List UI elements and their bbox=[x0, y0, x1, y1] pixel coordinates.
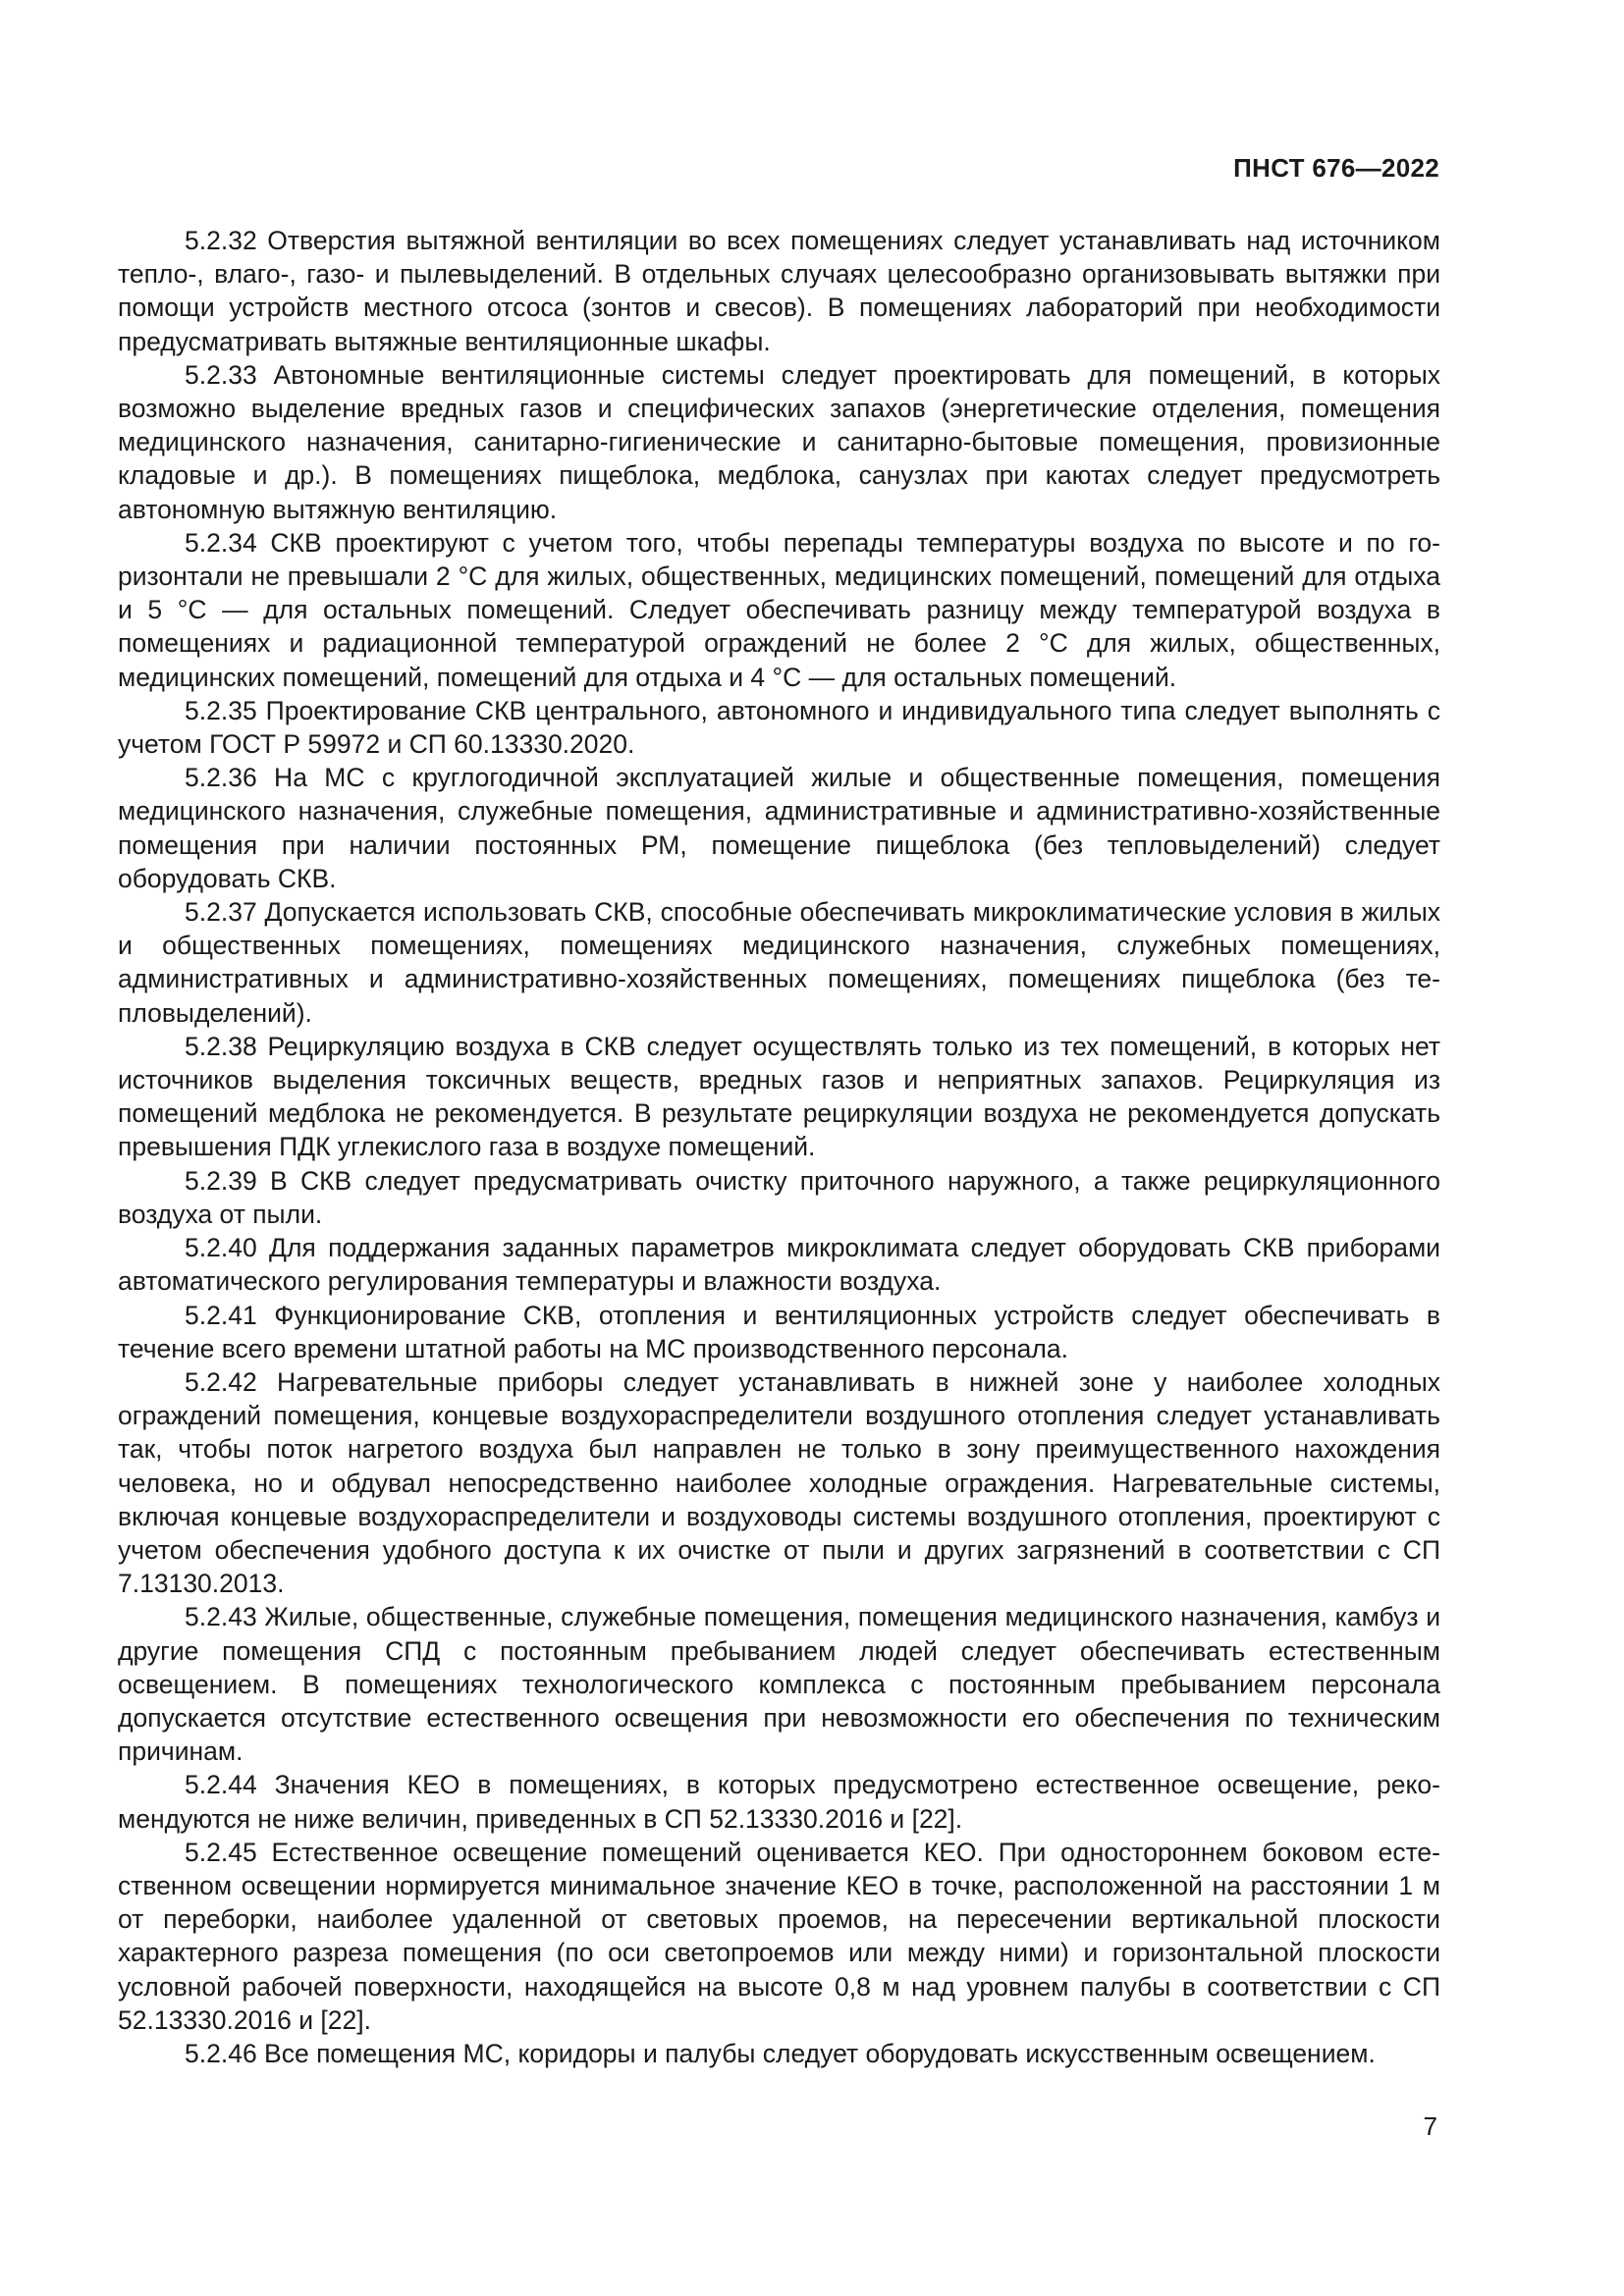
paragraph-5-2-37: 5.2.37 Допускается использовать СКВ, способные обеспечивать микроклиматические условия в жилых и общественных помещениях, помещениях медицинского назначения, служебных помещениях, административных и административно-хозяйственных помещениях, помещениях пищеблока (без тепловыделений). bbox=[118, 897, 1440, 1028]
paragraph-5-2-45: 5.2.45 Естественное освещение помещений оценивается КЕО. При одностороннем боковом естественном освещении нормируется минимальное значение КЕО в точке, расположенной на расстоянии 1 м от переборки, наиболее удаленной от световых проемов, на пересечении вертикальной плоскости характерного разреза помещения (по оси светопроемов или между ними) и горизонтальной плоскости условной рабочей поверхности, находящейся на высоте 0,8 м над уровнем палубы в соответствии с СП 52.13330.2016 и [22]. bbox=[118, 1837, 1440, 2035]
paragraph-5-2-32: 5.2.32 Отверстия вытяжной вентиляции во всех помещениях следует устанавливать над источником тепло-, влаго-, газо- и пылевыделений. В отдельных случаях целесообразно организовывать вытяжки при помощи устройств местного отсоса (зонтов и свесов). В помещениях лабораторий при необходимости предусматривать вытяжные вентиляционные шкафы. bbox=[118, 226, 1440, 356]
paragraph-5-2-39: 5.2.39 В СКВ следует предусматривать очистку приточного наружного, а также рециркуляционного воздуха от пыли. bbox=[118, 1165, 1440, 1229]
paragraph-5-2-42: 5.2.42 Нагревательные приборы следует устанавливать в нижней зоне у наиболее холодных ограждений помещения, концевые воздухораспределители воздушного отопления следует устанавливать так, чтобы поток нагретого воздуха был направлен не только в зону преимущественного нахождения человека, но и обдувал непосредственно наиболее холодные ограждения. Нагревательные системы, включая концевые воздухораспределители и воздуховоды системы воздушного отопления, проектируют с учетом обеспечения удобного доступа к их очистке от пыли и других загрязнений в соответствии с СП 7.13130.2013. bbox=[118, 1366, 1440, 1599]
page-number: 7 bbox=[1423, 2111, 1437, 2141]
paragraph-5-2-40: 5.2.40 Для поддержания заданных параметров микроклимата следует оборудовать СКВ приборами автоматического регулирования температуры и влажности воздуха. bbox=[118, 1233, 1440, 1297]
paragraph-5-2-33: 5.2.33 Автономные вентиляционные системы следует проектировать для помещений, в которых возможно выделение вредных газов и специфических запахов (энергетические отделения, помещения медицинского назначения, санитарно-гигиенические и санитарно-бытовые помещения, провизионные кладовые и др.). В помещениях пищеблока, медблока, санузлах при каютах следует предусмотреть автономную вытяжную вентиляцию. bbox=[118, 359, 1440, 524]
paragraph-5-2-36: 5.2.36 На МС с круглогодичной эксплуатацией жилые и общественные помещения, помещения медицинского назначения, служебные помещения, административные и административно-хозяйственные помещения при наличии постоянных РМ, помещение пищеблока (без тепловыделений) следует оборудовать СКВ. bbox=[118, 763, 1440, 893]
paragraph-5-2-43: 5.2.43 Жилые, общественные, служебные помещения, помещения медицинского назначения, камбуз и другие помещения СПД с постоянным пребыванием людей следует обеспечивать естественным освещением. В помещениях технологического комплекса с постоянным пребыванием персонала допускается отсутствие естественного освещения при невозможности его обеспечения по техническим причинам. bbox=[118, 1602, 1440, 1767]
paragraph-5-2-41: 5.2.41 Функционирование СКВ, отопления и вентиляционных устройств следует обеспечивать в течение всего времени штатной работы на МС производственного персонала. bbox=[118, 1300, 1440, 1363]
paragraph-5-2-46: 5.2.46 Все помещения МС, коридоры и палубы следует оборудовать искусственным освещением. bbox=[185, 2038, 1376, 2068]
paragraph-5-2-34: 5.2.34 СКВ проектируют с учетом того, чтобы перепады температуры воздуха по высоте и по горизонтали не превышали 2 °С для жилых, общественных, медицинских помещений, помещений для отдыха и 5 °С — для остальных помещений. Следует обеспечивать разницу между температурой воздуха в помещениях и радиационной температурой ограждений не более 2 °С для жилых, общественных, медицинских помещений, помещений для отдыха и 4 °С — для остальных помещений. bbox=[118, 527, 1440, 692]
paragraph-5-2-35: 5.2.35 Проектирование СКВ центрального, автономного и индивидуального типа следует выполнять с учетом ГОСТ Р 59972 и СП 60.13330.2020. bbox=[118, 695, 1440, 760]
paragraph-5-2-38: 5.2.38 Рециркуляцию воздуха в СКВ следует осуществлять только из тех помещений, в которых нет источников выделения токсичных веществ, вредных газов и неприятных запахов. Рециркуляция из помещений медблока не рекомендуется. В результате рециркуляции воздуха не рекомендуется допускать превышения ПДК углекислого газа в воздухе помещений. bbox=[118, 1031, 1440, 1162]
document-body bbox=[118, 224, 1440, 2070]
document-code: ПНСТ 676—2022 bbox=[1233, 153, 1439, 183]
paragraph-5-2-44: 5.2.44 Значения КЕО в помещениях, в которых предусмотрено естественное освещение, рекомендуются не ниже величин, приведенных в СП 52.13330.2016 и [22]. bbox=[118, 1770, 1440, 1834]
